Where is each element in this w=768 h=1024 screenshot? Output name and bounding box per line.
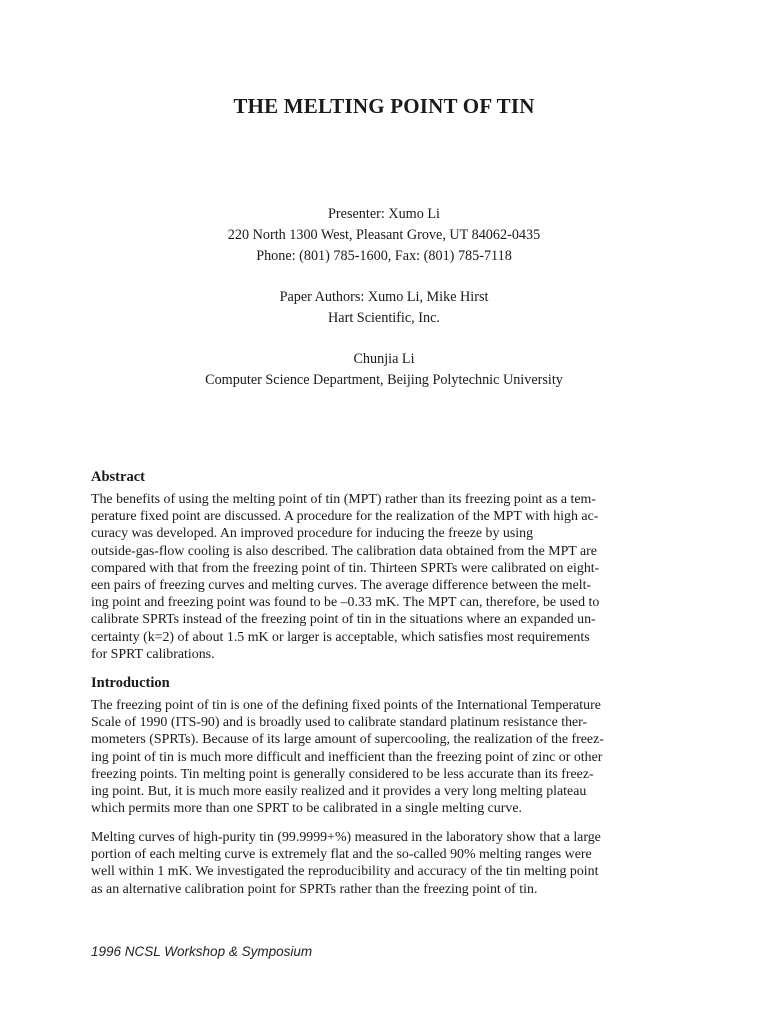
intro-line: freezing points. Tin melting point is generally considered to be less accurate than its freez-	[91, 766, 594, 782]
abstract-line: een pairs of freezing curves and melting curves. The average difference between the melt-	[91, 578, 592, 594]
intro-line: as an alternative calibration point for SPRTs rather than the freezing point of tin.	[91, 881, 538, 897]
abstract-line: ing point and freezing point was found to be –0.33 mK. The MPT can, therefore, be used to	[91, 595, 600, 611]
intro-line: well within 1 mK. We investigated the reproducibility and accuracy of the tin melting point	[91, 864, 599, 880]
introduction-paragraph-1	[91, 697, 681, 817]
intro-line: Melting curves of high-purity tin (99.9999+%) measured in the laboratory show that a large	[91, 830, 601, 845]
coauthor-block	[0, 349, 768, 391]
abstract-heading: Abstract	[91, 469, 145, 485]
introduction-paragraph-2	[91, 829, 681, 898]
coauthor-affiliation: Computer Science Department, Beijing Polytechnic University	[205, 372, 563, 388]
abstract-line: curacy was developed. An improved procedure for inducing the freeze by using	[91, 526, 534, 542]
abstract-line: calibrate SPRTs instead of the freezing point of tin in the situations where an expanded un-	[91, 612, 596, 628]
intro-line: ing point. But, it is much more easily realized and it provides a very long melting plateau	[91, 784, 587, 800]
paper-title: THE MELTING POINT OF TIN	[233, 94, 535, 118]
intro-line: Scale of 1990 (ITS-90) and is broadly used to calibrate standard platinum resistance ther-	[91, 715, 588, 731]
presenter-address: 220 North 1300 West, Pleasant Grove, UT 84062-0435	[227, 227, 541, 243]
abstract-line: for SPRT calibrations.	[91, 646, 215, 662]
presenter-phone-fax: Phone: (801) 785-1600, Fax: (801) 785-7118	[256, 248, 512, 264]
abstract-line: certainty (k=2) of about 1.5 mK or larger is acceptable, which satisfies most requirements	[91, 629, 590, 645]
intro-line: The freezing point of tin is one of the defining fixed points of the International Temperature	[91, 698, 601, 713]
abstract-line: outside-gas-flow cooling is also described. The calibration data obtained from the MPT are	[91, 543, 597, 559]
abstract-paragraph	[91, 491, 681, 663]
authors-company: Hart Scientific, Inc.	[328, 310, 440, 326]
page-footer: 1996 NCSL Workshop & Symposium	[91, 944, 313, 959]
abstract-line: compared with that from the freezing point of tin. Thirteen SPRTs were calibrated on eight-	[91, 560, 600, 576]
intro-line: portion of each melting curve is extremely flat and the so-called 90% melting ranges were	[91, 847, 592, 863]
paper-authors: Paper Authors: Xumo Li, Mike Hirst	[279, 289, 489, 305]
intro-line: mometers (SPRTs). Because of its large amount of supercooling, the realization of the freez-	[91, 732, 604, 748]
intro-line: ing point of tin is much more difficult and inefficient than the freezing point of zinc or other	[91, 749, 603, 765]
intro-line: which permits more than one SPRT to be calibrated in a single melting curve.	[91, 801, 522, 817]
presenter-block	[0, 204, 768, 267]
abstract-line: The benefits of using the melting point of tin (MPT) rather than its freezing point as a tem-	[91, 492, 596, 507]
abstract-line: perature fixed point are discussed. A procedure for the realization of the MPT with high ac-	[91, 509, 599, 525]
presenter-name: Presenter: Xumo Li	[328, 206, 440, 222]
introduction-heading: Introduction	[91, 675, 170, 691]
authors-block	[0, 287, 768, 329]
coauthor-name: Chunjia Li	[353, 351, 415, 367]
